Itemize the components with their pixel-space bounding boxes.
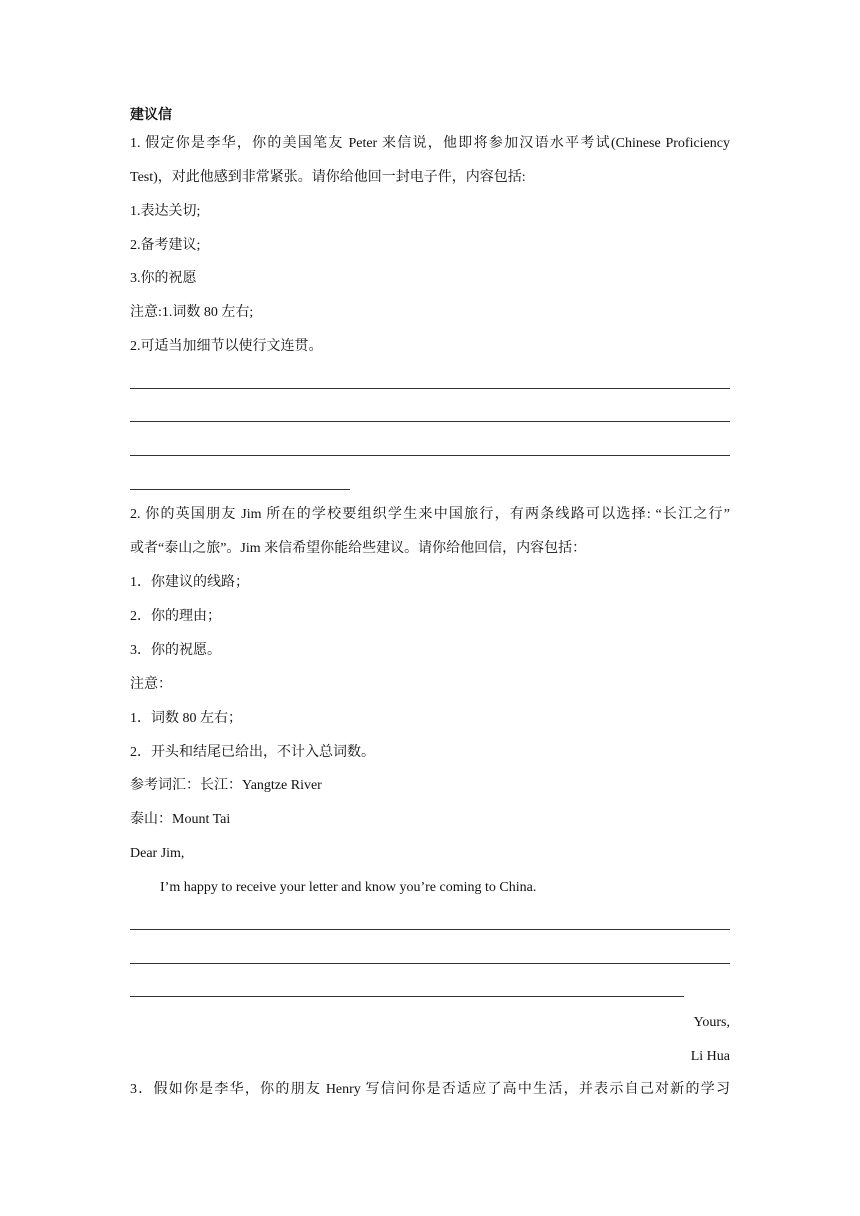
q2-line-1: 2. 你的英国朋友 Jim 所在的学校要组织学生来中国旅行，有两条线路可以选择: “长江之行” <box>130 507 730 522</box>
letter-opening: I’m happy to receive your letter and know you’re coming to China. <box>160 880 537 895</box>
answer-line <box>130 963 730 964</box>
answer-line <box>130 421 730 422</box>
letter-signature: Li Hua <box>690 1049 730 1064</box>
answer-line <box>130 929 730 930</box>
letter-closing: Yours, <box>693 1015 730 1030</box>
q1-item-2: 2.备考建议; <box>130 238 201 253</box>
q3-line-1: 3．假如你是李华，你的朋友 Henry 写信问你是否适应了高中生活，并表示自己对新的学习 <box>130 1082 730 1097</box>
q1-line-1: 1. 假定你是李华，你的美国笔友 Peter 来信说，他即将参加汉语水平考试(Chinese Proficiency <box>130 136 730 151</box>
q2-item-2: 2．你的理由； <box>130 609 221 624</box>
section-heading: 建议信 <box>130 108 172 123</box>
answer-line <box>130 455 730 456</box>
q1-note-2: 2.可适当加细节以使行文连贯。 <box>130 339 323 354</box>
letter-salutation: Dear Jim, <box>130 846 185 861</box>
answer-line <box>130 996 684 997</box>
q1-note-1: 注意:1.词数 80 左右; <box>130 305 254 320</box>
q1-line-2: Test)，对此他感到非常紧张。请你给他回一封电子件，内容包括: <box>130 170 526 185</box>
q2-vocab-2: 泰山：Mount Tai <box>130 812 231 827</box>
q2-note-2: 2．开头和结尾已给出，不计入总词数。 <box>130 745 375 760</box>
q1-item-3: 3.你的祝愿 <box>130 271 197 286</box>
answer-line <box>130 388 730 389</box>
answer-line <box>130 489 350 490</box>
q1-item-1: 1.表达关切; <box>130 204 201 219</box>
q2-vocab-1: 参考词汇：长江：Yangtze River <box>130 778 322 793</box>
q2-item-1: 1．你建议的线路； <box>130 575 249 590</box>
q2-note-label: 注意： <box>130 677 172 692</box>
q2-item-3: 3．你的祝愿。 <box>130 643 221 658</box>
q2-line-2: 或者“泰山之旅”。Jim 来信希望你能给些建议。请你给他回信，内容包括： <box>130 541 587 556</box>
q2-note-1: 1．词数 80 左右； <box>130 711 242 726</box>
